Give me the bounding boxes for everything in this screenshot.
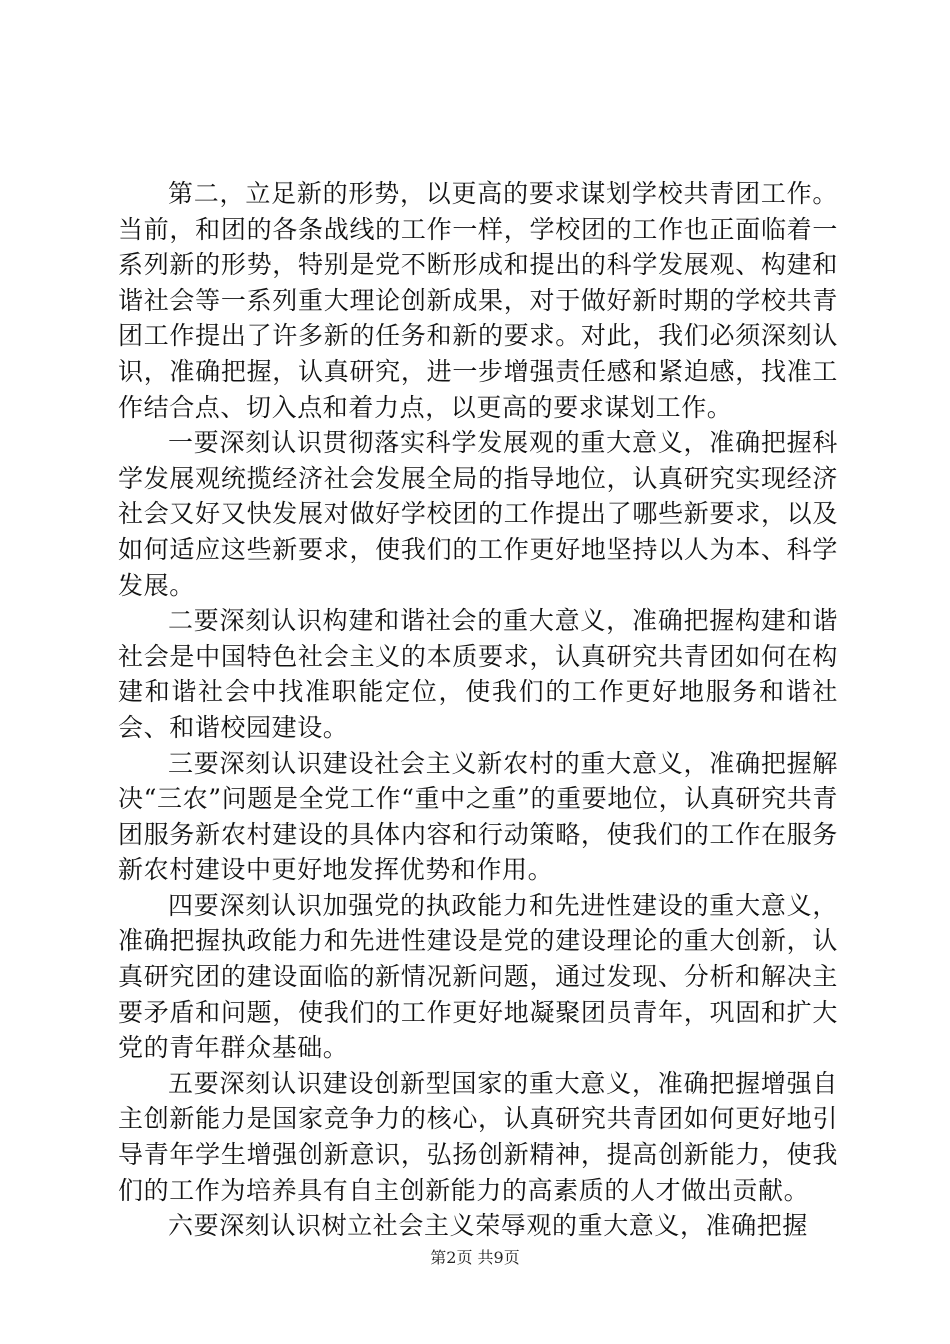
page-number-footer: 第2页 共9页 xyxy=(430,1248,520,1267)
paragraph-3: 二要深刻认识构建和谐社会的重大意义，准确把握构建和谐社会是中国特色社会主义的本质要求，认真研究共青团如何在构建和谐社会中找准职能定位，使我们的工作更好地服务和谐社会、和谐校园建设。 xyxy=(118,606,838,742)
paragraph-2: 一要深刻认识贯彻落实科学发展观的重大意义，准确把握科学发展观统揽经济社会发展全局的指导地位，认真研究实现经济社会又好又快发展对做好学校团的工作提出了哪些新要求，以及如何适应这些新要求，使我们的工作更好地坚持以人为本、科学发展。 xyxy=(118,428,838,600)
paragraph-4: 三要深刻认识建设社会主义新农村的重大意义，准确把握解决“三农”问题是全党工作“重中之重”的重要地位，认真研究共青团服务新农村建设的具体内容和行动策略，使我们的工作在服务新农村建设中更好地发挥优势和作用。 xyxy=(118,748,838,885)
paragraph-5: 四要深刻认识加强党的执政能力和先进性建设的重大意义，准确把握执政能力和先进性建设是党的建设理论的重大创新，认真研究团的建设面临的新情况新问题，通过发现、分析和解决主要矛盾和问题，使我们的工作更好地凝聚团员青年，巩固和扩大党的青年群众基础。 xyxy=(118,890,838,1063)
paragraph-1: 第二，立足新的形势，以更高的要求谋划学校共青团工作。当前，和团的各条战线的工作一样，学校团的工作也正面临着一系列新的形势，特别是党不断形成和提出的科学发展观、构建和谐社会等一系列重大理论创新成果，对于做好新时期的学校共青团工作提出了许多新的任务和新的要求。对此，我们必须深刻认识，准确把握，认真研究，进一步增强责任感和紧迫感，找准工作结合点、切入点和着力点，以更高的要求谋划工作。 xyxy=(118,179,838,422)
paragraph-7: 六要深刻认识树立社会主义荣辱观的重大意义，准确把握 xyxy=(168,1211,809,1241)
paragraph-6: 五要深刻认识建设创新型国家的重大意义，准确把握增强自主创新能力是国家竞争力的核心，认真研究共青团如何更好地引导青年学生增强创新意识，弘扬创新精神，提高创新能力，使我们的工作为培养具有自主创新能力的高素质的人才做出贡献。 xyxy=(118,1068,838,1205)
document-body xyxy=(118,176,838,1244)
